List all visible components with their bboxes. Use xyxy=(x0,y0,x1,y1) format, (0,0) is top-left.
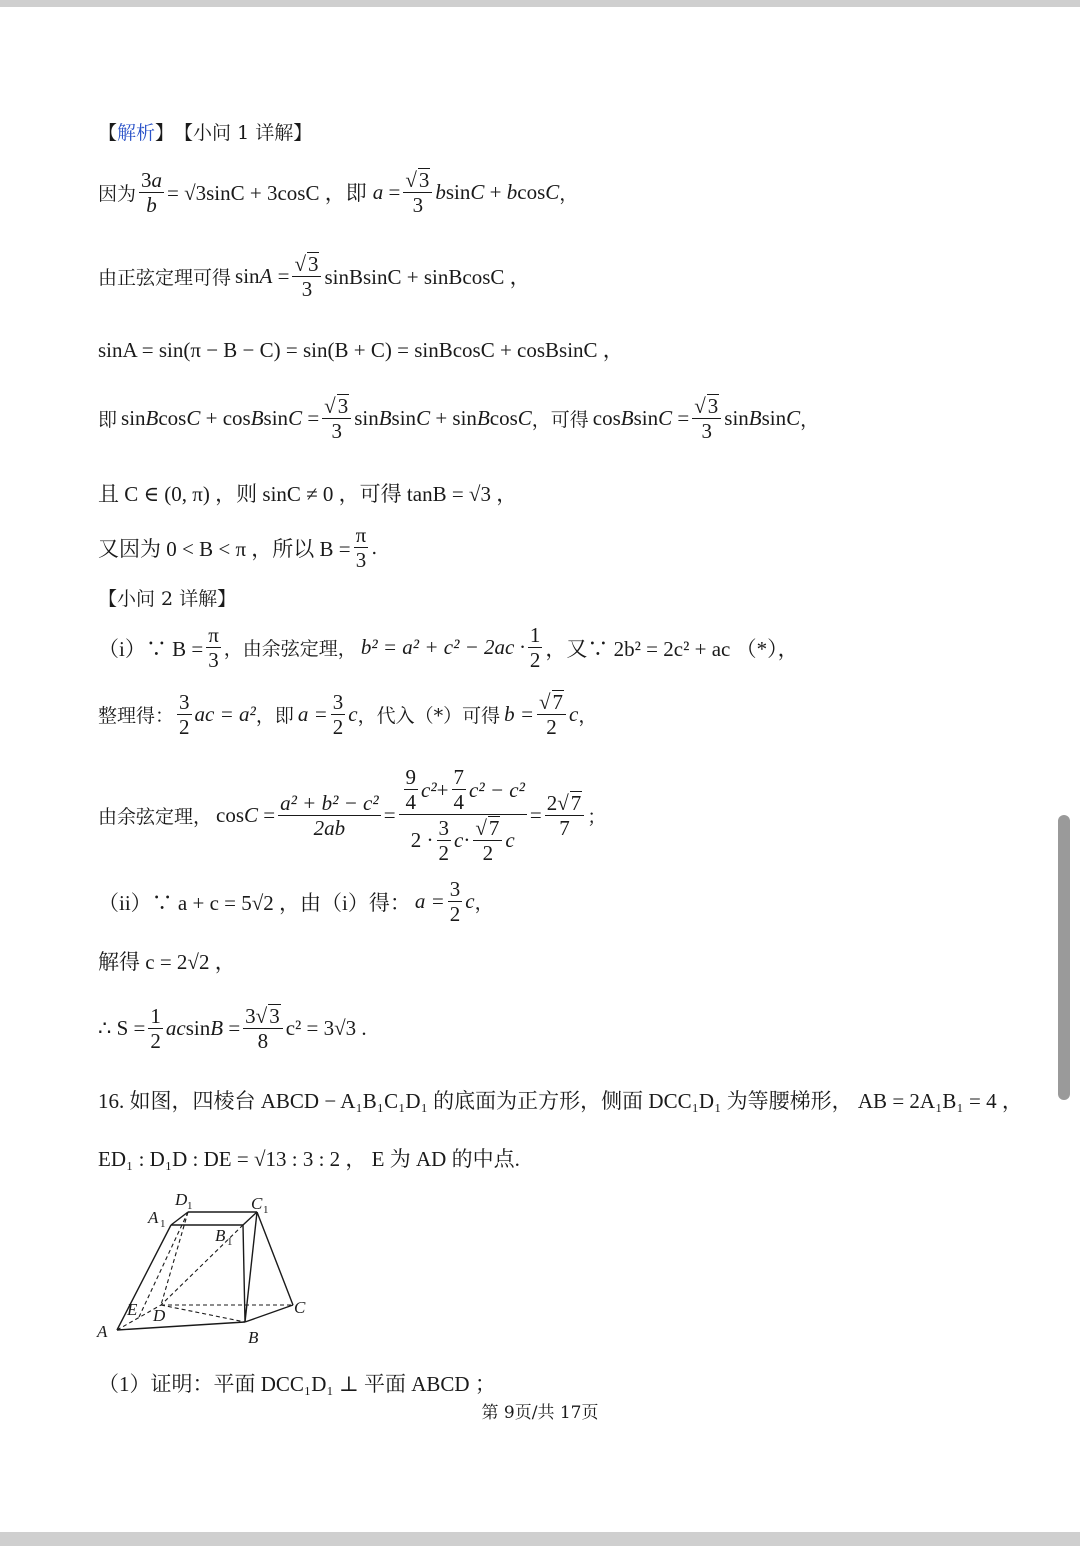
label-A: A xyxy=(97,1322,108,1341)
text-given-b: （i）∵ B = xyxy=(98,636,204,661)
text-cosine-law: ，由余弦定理， xyxy=(223,638,357,661)
step-5: 且 C ∈ (0, π) ，则 sinC ≠ 0 ，可得 tanB = √3 ， xyxy=(98,482,518,506)
step-1: 因为 $\frac{3a}{b}$ = √3sinC + 3cosC ，即 a = $\frac{√3}{3}$ bsinC + bcosC ， xyxy=(98,167,579,218)
top-edge xyxy=(0,0,1080,7)
step-4: 即 sinBcosC + cosBsinC = $\frac{√3}{3}$ sinBsinC + sinBcosC ，可得 cosBsinC = $\frac{√3}{3}$ sinBsinC ， xyxy=(98,394,820,444)
text-kede: ，可得 xyxy=(531,408,589,431)
subscript-1: 1 xyxy=(187,1200,193,1212)
step-12: ∴ S = $\frac{1}{2}$ acsinB = $\frac{3√3}{8}$ c² = 3√3 . xyxy=(98,1003,367,1054)
step-8: 整理得： $\frac{3}{2}$ ac = a² ，即 a = $\frac{3}{2}$ c ，代入（*）可得 b = $\frac{√7}{2}$ c ， xyxy=(98,689,598,740)
text-ji: ，即 xyxy=(255,704,294,727)
step-9: 由余弦定理， cosC = $\frac{\text{a² + b² − c²}}{2ab}$ = $\frac{9}{4}$ c² + $\frac{7}{4}$ c² − c² 2 · $\frac{3}{2}$ c · $\frac{√7}{2}$ c = $\frac{2√7}{7}$ ； xyxy=(98,765,607,866)
equation-1: = √3sinC + 3cosC ，即 xyxy=(167,181,367,206)
fraction-sqrt3-over-3: $\frac{√3}{3}$ xyxy=(292,252,321,300)
label-D1: D xyxy=(175,1190,188,1209)
step-2: 由正弦定理可得 sinA = $\frac{√3}{3}$ sinBsinC + sinBcosC ， xyxy=(98,252,531,302)
label-B: B xyxy=(248,1328,259,1347)
question-1: （1）证明：平面 DCC₁D₁ ⊥ 平面 ABCD ； xyxy=(98,1372,496,1396)
fraction-sqrt3-over-3: $\frac{√3}{3}$ xyxy=(403,168,432,216)
label-E: E xyxy=(127,1300,138,1319)
text-because: 因为 xyxy=(98,182,137,205)
text-cosine-law: 由余弦定理， xyxy=(98,805,213,828)
fraction-3a-over-b: $\frac{3a}{b}$ xyxy=(141,167,163,217)
label-B1: B xyxy=(215,1226,226,1245)
step-7: （i）∵ B = $\frac{\pi}{3}$ ，由余弦定理， b² = a² + c² − 2ac · $\frac{1}{2}$ ，又∵ 2b² = 2c² + ac （*）， xyxy=(98,623,799,673)
label-A1: A xyxy=(148,1208,159,1227)
q2-heading: 【小问 2 详解】 xyxy=(98,588,237,610)
q1-label: 【小问 1 详解】 xyxy=(174,122,313,144)
frustum-figure xyxy=(95,1185,325,1350)
comma: ， xyxy=(559,182,579,205)
problem-16-ratio: ED₁ : D₁D : DE = √13 : 3 : 2 ， E 为 AD 的中点. xyxy=(98,1147,520,1171)
subscript-1: 1 xyxy=(160,1218,166,1230)
solution-heading xyxy=(98,118,312,145)
step-6: 又因为 0 < B < π ，所以 B = $\frac{\pi}{3}$ . xyxy=(98,523,378,573)
text-ji: 即 xyxy=(98,408,118,431)
problem-16: 16. 如图，四棱台 ABCD − A₁B₁C₁D₁ 的底面为正方形，侧面 DCC₁D₁ 为等腰梯形， AB = 2A₁B₁ = 4 ， xyxy=(98,1089,1023,1113)
text-area: ∴ S = xyxy=(98,1015,146,1040)
label-C: C xyxy=(294,1298,306,1317)
scrollbar-thumb[interactable] xyxy=(1058,815,1070,1100)
analysis-label: 解析 xyxy=(117,122,156,144)
big-fraction: $\frac{9}{4}$ c² + $\frac{7}{4}$ c² − c² 2 · $\frac{3}{2}$ c · $\frac{√7}{2}$ c xyxy=(399,766,527,864)
semicolon: ； xyxy=(587,805,607,828)
step-10: （ii）∵ a + c = 5√2 ，由（i）得： a = $\frac{3}{2}$ c ， xyxy=(98,877,494,927)
text-given-sum: （ii）∵ a + c = 5√2 ，由（i）得： xyxy=(98,890,411,915)
bottom-edge xyxy=(0,1532,1080,1546)
subscript-1: 1 xyxy=(227,1236,233,1248)
text-sine-law: 由正弦定理可得 xyxy=(98,266,232,289)
label-D: D xyxy=(153,1306,166,1325)
comma: ， xyxy=(800,408,820,431)
comma: ， xyxy=(474,892,494,915)
label-C1: C xyxy=(251,1194,263,1213)
step-11: 解得 c = 2√2 ， xyxy=(98,950,236,974)
subscript-1: 1 xyxy=(263,1204,269,1216)
page-footer: 第 9页/共 17页 xyxy=(481,1403,599,1423)
text-simplify: 整理得： xyxy=(98,704,175,727)
comma: ， xyxy=(578,704,598,727)
equation-2-tail: sinBsinC + sinBcosC ， xyxy=(324,265,531,290)
bracket-open: 【 xyxy=(98,122,118,144)
equation-star: ，又∵ 2b² = 2c² + ac （*）， xyxy=(545,636,799,661)
step-3: sinA = sin(π − B − C) = sin(B + C) = sinBcosC + cosBsinC ， xyxy=(98,338,624,362)
text-substitute: ，代入（*）可得 xyxy=(357,704,501,727)
area-result: c² = 3√3 . xyxy=(285,1015,367,1040)
bracket-close: 】 xyxy=(155,122,175,144)
period: . xyxy=(371,536,378,559)
text-range-b: 又因为 0 < B < π ，所以 B = xyxy=(98,536,351,561)
